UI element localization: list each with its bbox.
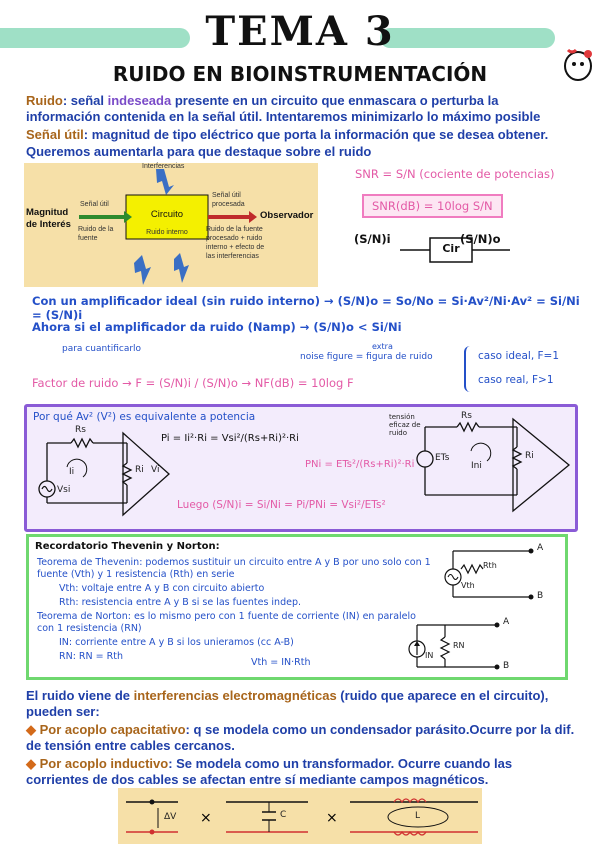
interference-intro bbox=[26, 688, 586, 720]
bd-useful-signal: Señal útil bbox=[80, 201, 109, 208]
norton-rn: RN bbox=[453, 641, 465, 650]
thevenin-norton-box bbox=[26, 534, 568, 680]
thevenin-text: Teorema de Thevenin: podemos sustituir un circuito entre A y B por uno solo con 1 fuente (Vth) y 1 resistencia (Rth) en serie bbox=[37, 557, 431, 580]
snr-cir-label: Cir bbox=[442, 242, 460, 255]
intro-line3: Queremos aumentarla para que destaque sobre el ruido bbox=[26, 144, 372, 159]
snr-db-box: SNR(dB) = 10log S/N bbox=[362, 194, 503, 218]
case-ideal: caso ideal, F=1 bbox=[478, 350, 560, 362]
norton-a: A bbox=[503, 617, 510, 627]
definition-ruido bbox=[26, 93, 574, 125]
page-subtitle: RUIDO EN BIOINSTRUMENTACIÓN bbox=[112, 62, 488, 86]
tension-label: tensión eficaz de ruido bbox=[389, 413, 421, 437]
mascot-doodle bbox=[560, 44, 596, 84]
bottom-post: (ruido que aparece en el circuito), pueden ser: bbox=[26, 688, 549, 719]
bottom-highlight: interferencias electromagnéticas bbox=[133, 688, 337, 703]
bullet-diamond-icon: ◆ bbox=[26, 756, 40, 771]
ri-left: Ri bbox=[135, 465, 144, 475]
amp-ideal: Con un amplificador ideal (sin ruido interno) → (S/N)o = So/No = Si·Av²/Ni·Av² = Si/Ni = (S/N)i bbox=[32, 294, 580, 322]
bd-observer: Observador bbox=[260, 210, 314, 221]
ii-left: Ii bbox=[69, 467, 75, 477]
page-title: TEMA 3 bbox=[205, 8, 395, 55]
bd-magnitude: Magnitud de Interés bbox=[26, 207, 71, 230]
vi-left: Vi bbox=[151, 465, 160, 475]
pi-formula: Pi = Ii²·Ri = Vsi²/(Rs+Ri)²·Ri bbox=[161, 433, 299, 444]
snr-out-label: (S/N)o bbox=[460, 232, 501, 246]
bottom-pre: El ruido viene de bbox=[26, 688, 134, 703]
norton-b: B bbox=[503, 661, 510, 671]
snr-in-label: (S/N)i bbox=[354, 232, 391, 246]
bullet-diamond-icon: ◆ bbox=[26, 722, 40, 737]
block-diagram bbox=[24, 163, 318, 287]
snr-definition: SNR = S/N (cociente de potencias) bbox=[355, 167, 555, 181]
inductive-text: : Se modela como un transformador. Ocurre cuando las corrientes de dos cables se afectan entre sí mediante campos magnéticos. bbox=[26, 756, 513, 787]
power-equivalence-box bbox=[24, 404, 578, 532]
coupling-c: C bbox=[280, 810, 287, 820]
bd-processed-signal: Señal útil procesada bbox=[212, 192, 245, 208]
pni-formula: PNi = ETs²/(Rs+Ri)²·Ri bbox=[305, 459, 415, 470]
vth-text: Vth: voltaje entre A y B con circuito abierto bbox=[59, 583, 265, 594]
relation-text: Vth = IN·Rth bbox=[251, 657, 311, 668]
recordatorio-title: Recordatorio Thevenin y Norton: bbox=[35, 541, 220, 552]
ets-right: ETs bbox=[435, 453, 450, 463]
amp-extra: extra bbox=[372, 342, 393, 351]
term-inductive: Por acoplo inductivo bbox=[39, 756, 169, 771]
term-ruido: Ruido bbox=[26, 93, 63, 108]
definition-util bbox=[26, 127, 586, 143]
bd-processed-noise: Ruido de la fuente procesado + ruido interno + efecto de las interferencias bbox=[206, 226, 265, 260]
amp-noise-figure: noise figure = figura de ruido bbox=[300, 352, 433, 362]
in-text: IN: corriente entre A y B si los unieramos (cc A-B) bbox=[59, 637, 294, 648]
question-av: Por qué Av² (V²) es equivalente a potencia bbox=[33, 411, 256, 423]
term-capacitive: Por acoplo capacitativo bbox=[39, 722, 186, 737]
amp-quantify: para cuantificarlo bbox=[62, 344, 142, 354]
svg-text:⨯: ⨯ bbox=[326, 810, 338, 826]
title-ruler-right bbox=[380, 28, 555, 48]
util-text: : magnitud de tipo eléctrico que porta la información que se desea obtener. bbox=[83, 127, 549, 142]
capacitive-text: : q se modela como un condensador parásito.Ocurre por la dif. de tensión entre cables cercanos. bbox=[26, 722, 575, 753]
amp-noisy: Ahora si el amplificador da ruido (Namp) → (S/N)o < Si/Ni bbox=[32, 320, 402, 334]
norton-in: IN bbox=[425, 651, 434, 660]
amp-factor: Factor de ruido → F = (S/N)i / (S/N)o → NF(dB) = 10log F bbox=[32, 376, 354, 390]
norton-text: Teorema de Norton: es lo mismo pero con 1 fuente de corriente (IN) en paralelo con 1 resistencia (RN) bbox=[37, 611, 416, 634]
case-brace bbox=[464, 346, 476, 392]
rth-text: Rth: resistencia entre A y B si se las fuentes indep. bbox=[59, 597, 301, 608]
rn-text: RN: RN = Rth bbox=[59, 651, 123, 662]
luego-formula: Luego (S/N)i = Si/Ni = Pi/PNi = Vsi²/ETs² bbox=[177, 499, 386, 511]
bd-interference: Interferencias bbox=[142, 163, 185, 170]
ruido-post: presente en un circuito que enmascara o perturba la información contenida en la señal útil. Intentaremos minimizarlo lo máximo posible bbox=[26, 93, 541, 124]
coupling-dv: ΔV bbox=[164, 812, 177, 822]
capacitive-coupling bbox=[26, 722, 578, 754]
vsi-left: Vsi bbox=[57, 485, 71, 495]
case-real: caso real, F>1 bbox=[478, 374, 554, 386]
title-ruler-left bbox=[0, 28, 190, 48]
coupling-strip bbox=[118, 788, 482, 844]
inductive-coupling bbox=[26, 756, 578, 788]
ini-right: Ini bbox=[471, 461, 482, 471]
bd-circuit: Circuito bbox=[150, 209, 184, 220]
thev-a: A bbox=[537, 543, 544, 553]
bd-internal-noise: Ruido interno bbox=[146, 229, 188, 236]
rs-right: Rs bbox=[461, 411, 472, 421]
bd-source-noise: Ruido de la fuente bbox=[78, 226, 114, 242]
rs-left: Rs bbox=[75, 425, 86, 435]
ruido-pre: : señal bbox=[62, 93, 108, 108]
ruido-highlight: indeseada bbox=[107, 93, 172, 108]
thev-vth: Vth bbox=[461, 581, 475, 590]
term-util: Señal útil bbox=[26, 127, 84, 142]
thev-b: B bbox=[537, 591, 544, 601]
thev-rth: Rth bbox=[483, 561, 497, 570]
ri-right: Ri bbox=[525, 451, 534, 461]
svg-text:⨯: ⨯ bbox=[200, 810, 212, 826]
coupling-l: L bbox=[415, 811, 421, 821]
